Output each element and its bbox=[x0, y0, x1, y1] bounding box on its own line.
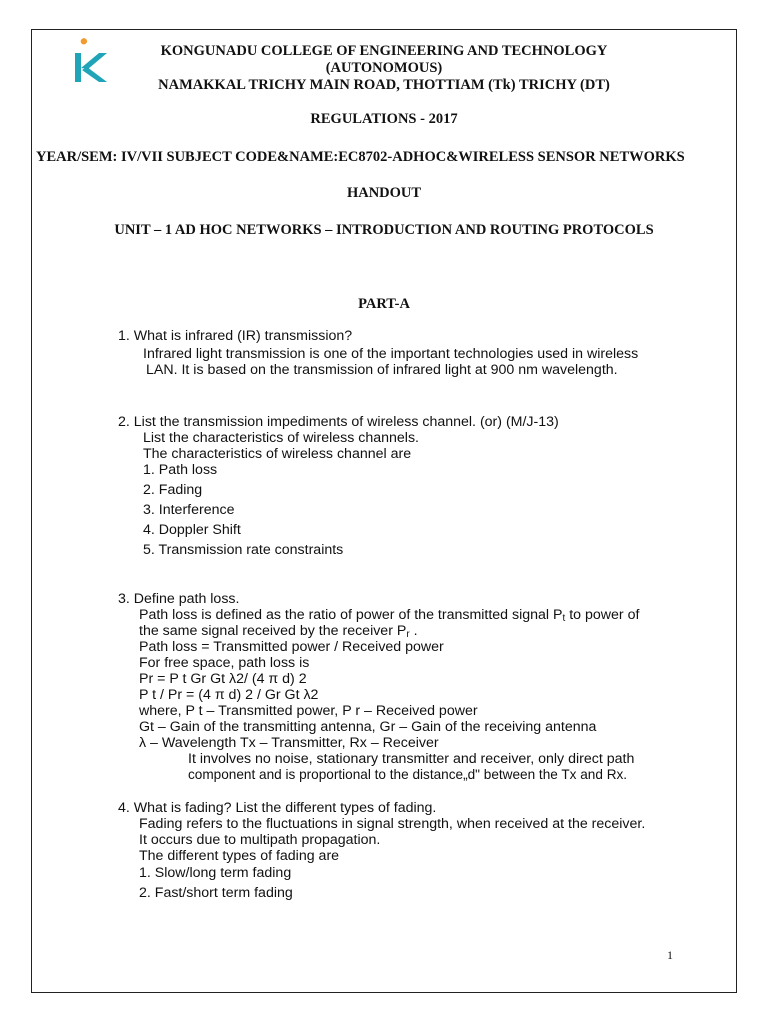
list-item: 2. Fast/short term fading bbox=[139, 885, 293, 901]
answer-3-line-1: Path loss is defined as the ratio of power of the transmitted signal Pt to power of bbox=[139, 607, 640, 624]
answer-4-line-3: The different types of fading are bbox=[139, 848, 340, 864]
question-3: 3. Define path loss. bbox=[118, 591, 240, 607]
college-address: NAMAKKAL TRICHY MAIN ROAD, THOTTIAM (Tk) TRICHY (DT) bbox=[158, 77, 610, 93]
page-number: 1 bbox=[667, 948, 673, 962]
answer-3-line-11: component and is proportional to the distance„d" between the Tx and Rx. bbox=[188, 767, 628, 782]
list-item: 4. Doppler Shift bbox=[143, 522, 241, 538]
answer-2-line-1: List the characteristics of wireless channels. bbox=[143, 430, 419, 446]
answer-4-line-1: Fading refers to the fluctuations in signal strength, when received at the receiver. bbox=[139, 816, 646, 832]
path-loss-equation-2: P t / Pr = (4 π d) 2 / Gr Gt λ2 bbox=[139, 687, 319, 703]
answer-3-line-3: Path loss = Transmitted power / Received power bbox=[139, 639, 444, 655]
page-border bbox=[31, 29, 737, 993]
answer-3-line-9: λ – Wavelength Tx – Transmitter, Rx – Receiver bbox=[139, 735, 439, 751]
year-subject-line: YEAR/SEM: IV/VII SUBJECT CODE&NAME:EC8702-ADHOC&WIRELESS SENSOR NETWORKS bbox=[36, 149, 685, 165]
unit-title: UNIT – 1 AD HOC NETWORKS – INTRODUCTION AND ROUTING PROTOCOLS bbox=[114, 222, 654, 238]
list-item: 5. Transmission rate constraints bbox=[143, 542, 344, 558]
question-2: 2. List the transmission impediments of wireless channel. (or) (M/J-13) bbox=[118, 414, 559, 430]
answer-3-line-10: It involves no noise, stationary transmitter and receiver, only direct path bbox=[188, 751, 635, 767]
question-4: 4. What is fading? List the different types of fading. bbox=[118, 800, 437, 816]
list-item: 3. Interference bbox=[143, 502, 235, 518]
answer-3-line-2: the same signal received by the receiver Pr . bbox=[139, 623, 418, 640]
answer-2-line-2: The characteristics of wireless channel are bbox=[143, 446, 412, 462]
question-1: 1. What is infrared (IR) transmission? bbox=[118, 328, 353, 344]
path-loss-equation-1: Pr = P t Gr Gt λ2/ (4 π d) 2 bbox=[139, 671, 307, 687]
answer-4-line-2: It occurs due to multipath propagation. bbox=[139, 832, 381, 848]
list-item: 1. Slow/long term fading bbox=[139, 865, 292, 881]
list-item: 2. Fading bbox=[143, 482, 203, 498]
answer-3-line-4: For free space, path loss is bbox=[139, 655, 310, 671]
answer-3-line-8: Gt – Gain of the transmitting antenna, Gr – Gain of the receiving antenna bbox=[139, 719, 597, 735]
list-item: 1. Path loss bbox=[143, 462, 218, 478]
part-a-heading: PART-A bbox=[358, 296, 410, 312]
answer-1-line-1: Infrared light transmission is one of the important technologies used in wireless bbox=[143, 346, 639, 362]
answer-1-line-2: LAN. It is based on the transmission of infrared light at 900 nm wavelength. bbox=[146, 362, 618, 378]
answer-3-line-7: where, P t – Transmitted power, P r – Received power bbox=[139, 703, 478, 719]
college-name: KONGUNADU COLLEGE OF ENGINEERING AND TECHNOLOGY bbox=[160, 43, 608, 59]
autonomous-label: (AUTONOMOUS) bbox=[325, 60, 443, 76]
handout-label: HANDOUT bbox=[346, 185, 422, 201]
regulations-label: REGULATIONS - 2017 bbox=[310, 111, 458, 127]
